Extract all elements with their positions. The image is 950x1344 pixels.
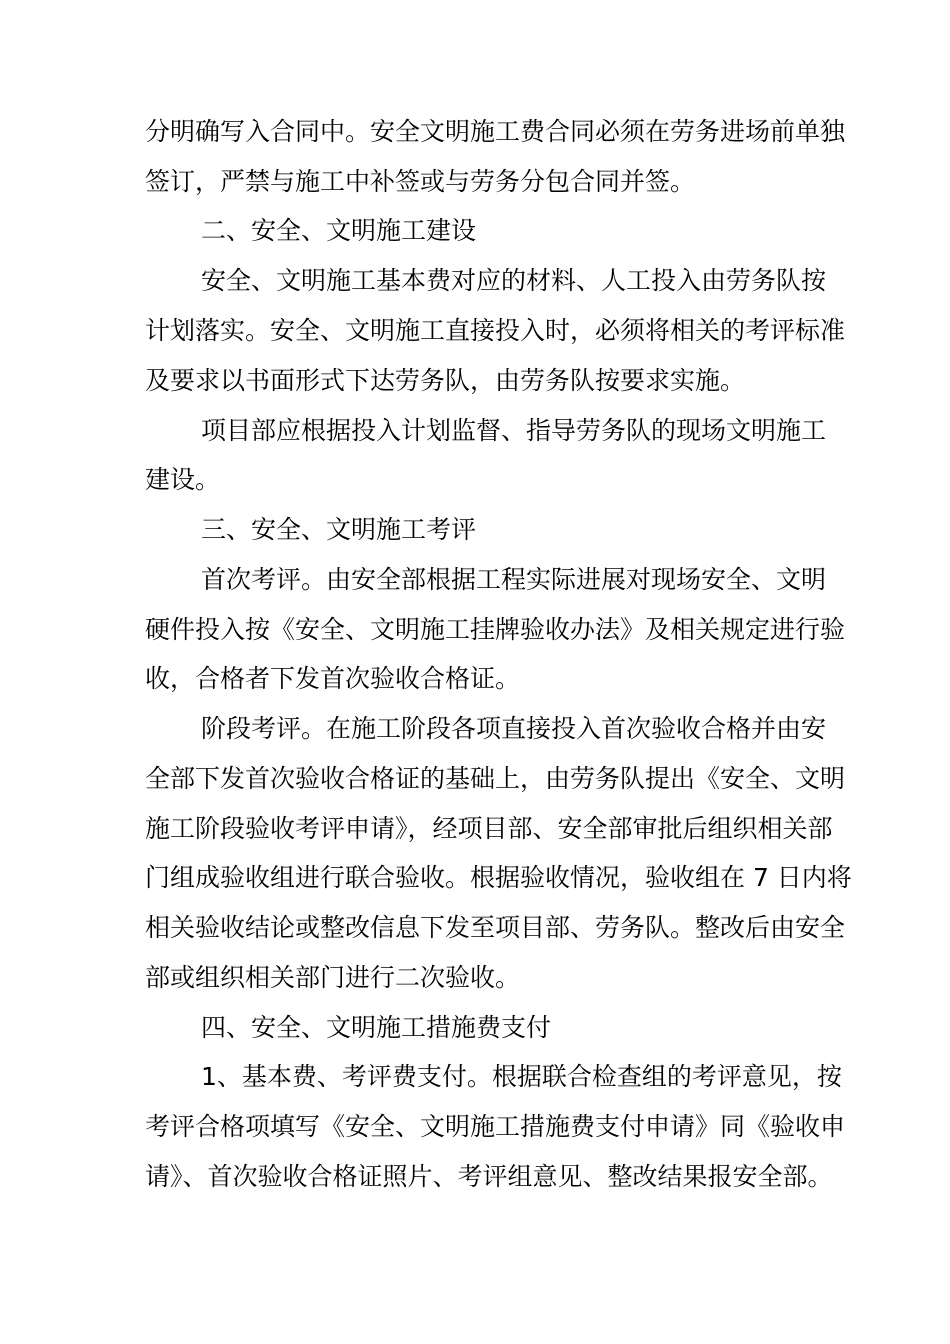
text-line: 收，合格者下发首次验收合格证。 — [145, 664, 521, 693]
section-heading: 四、安全、文明施工措施费支付 — [201, 1013, 552, 1042]
section-heading: 三、安全、文明施工考评 — [201, 515, 477, 544]
text-line: 及要求以书面形式下达劳务队，由劳务队按要求实施。 — [145, 366, 746, 395]
text-line: 门组成验收组进行联合验收。根据验收情况，验收组在 7 日内将 — [145, 863, 852, 892]
text-line: 计划落实。安全、文明施工直接投入时，必须将相关的考评标准 — [145, 316, 846, 345]
text-line: 首次考评。由安全部根据工程实际进展对现场安全、文明 — [201, 565, 827, 594]
text-line: 阶段考评。在施工阶段各项直接投入首次验收合格并由安 — [201, 714, 827, 743]
text-line: 全部下发首次验收合格证的基础上，由劳务队提出《安全、文明 — [145, 764, 846, 793]
text-line: 施工阶段验收考评申请》，经项目部、安全部审批后组织相关部 — [145, 814, 833, 843]
text-line: 项目部应根据投入计划监督、指导劳务队的现场文明施工 — [201, 416, 827, 445]
text-line: 1、基本费、考评费支付。根据联合检查组的考评意见，按 — [201, 1062, 842, 1091]
text-line: 安全、文明施工基本费对应的材料、人工投入由劳务队按 — [201, 266, 827, 295]
text-line: 考评合格项填写《安全、文明施工措施费支付申请》同《验收申 — [145, 1112, 846, 1141]
text-line: 签订，严禁与施工中补签或与劳务分包合同并签。 — [145, 167, 696, 196]
text-line: 硬件投入按《安全、文明施工挂牌验收办法》及相关规定进行验 — [145, 615, 846, 644]
text-line: 分明确写入合同中。安全文明施工费合同必须在劳务进场前单独 — [145, 117, 846, 146]
text-line: 请》、首次验收合格证照片、考评组意见、整改结果报安全部。 — [145, 1162, 833, 1191]
text-line: 相关验收结论或整改信息下发至项目部、劳务队。整改后由安全 — [145, 913, 846, 942]
section-heading: 二、安全、文明施工建设 — [201, 216, 477, 245]
text-line: 建设。 — [145, 465, 221, 494]
text-line: 部或组织相关部门进行二次验收。 — [145, 963, 521, 992]
